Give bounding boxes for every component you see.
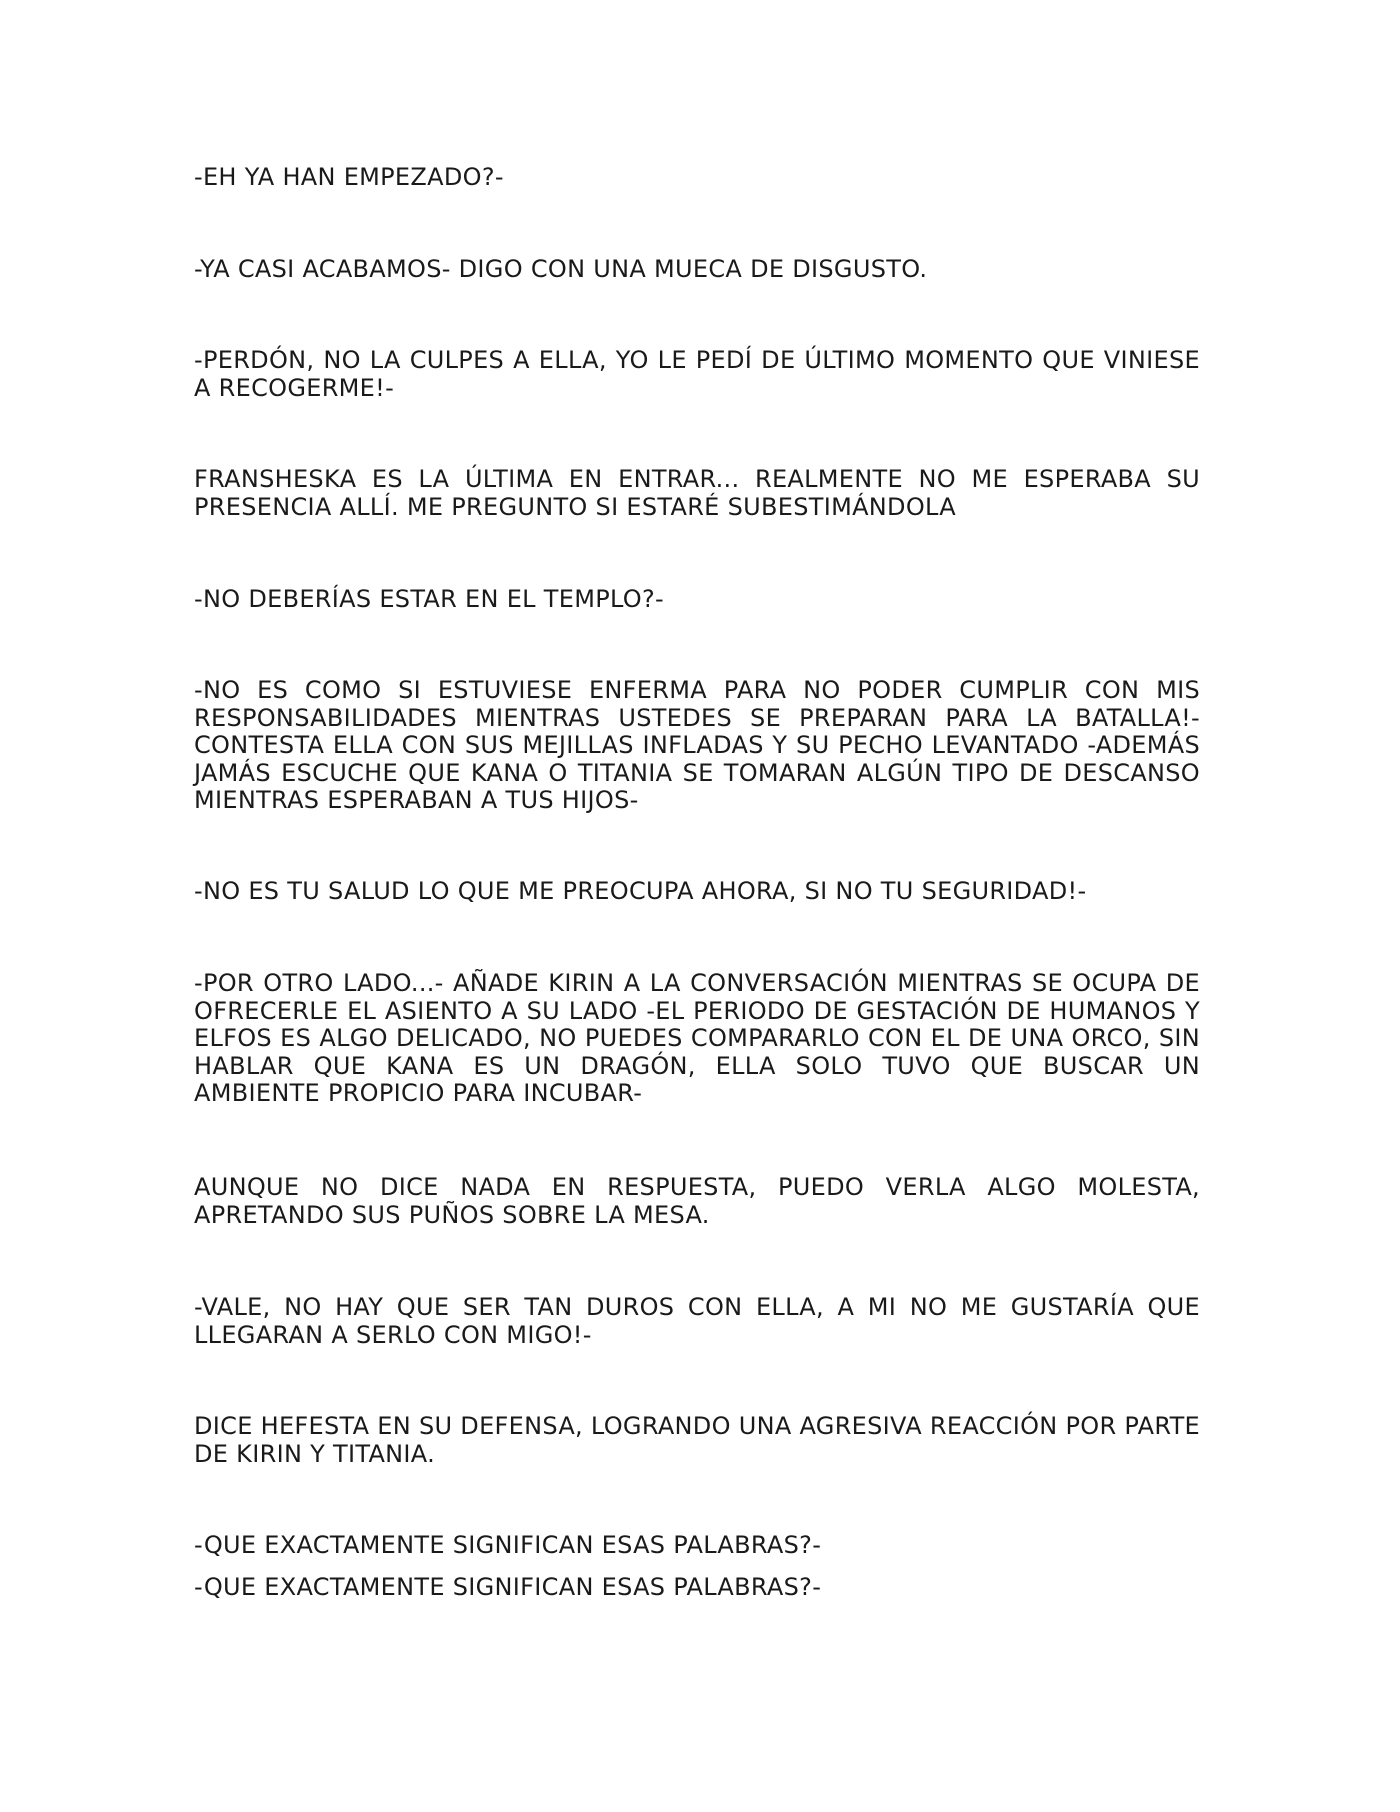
paragraph-12: -QUE EXACTAMENTE SIGNIFICAN ESAS PALABRAS?- xyxy=(194,1531,822,1559)
paragraph-11: DICE HEFESTA EN SU DEFENSA, LOGRANDO UNA AGRESIVA REACCIÓN POR PARTE DE KIRIN Y TITANIA. xyxy=(194,1412,1200,1468)
paragraph-9: AUNQUE NO DICE NADA EN RESPUESTA, PUEDO VERLA ALGO MOLESTA, APRETANDO SUS PUÑOS SOBRE LA MESA. xyxy=(194,1173,1200,1229)
paragraph-4: FRANSHESKA ES LA ÚLTIMA EN ENTRAR... REALMENTE NO ME ESPERABA SU PRESENCIA ALLÍ. ME PREGUNTO SI ESTARÉ SUBESTIMÁNDOLA xyxy=(194,465,1200,521)
paragraph-5: -NO DEBERÍAS ESTAR EN EL TEMPLO?- xyxy=(194,585,664,613)
paragraph-1: -EH YA HAN EMPEZADO?- xyxy=(194,163,504,191)
paragraph-3: -PERDÓN, NO LA CULPES A ELLA, YO LE PEDÍ DE ÚLTIMO MOMENTO QUE VINIESE A RECOGERME!- xyxy=(194,346,1200,402)
paragraph-6: -NO ES COMO SI ESTUVIESE ENFERMA PARA NO PODER CUMPLIR CON MIS RESPONSABILIDADES MIENTRAS USTEDES SE PREPARAN PARA LA BATALLA!- CONTESTA ELLA CON SUS MEJILLAS INFLADAS Y SU PECHO LEVANTADO -ADEMÁS JAMÁS ESCUCHE QUE KANA O TITANIA SE TOMARAN ALGÚN TIPO DE DESCANSO MIENTRAS ESPERABAN A TUS HIJOS- xyxy=(194,676,1200,814)
paragraph-10: -VALE, NO HAY QUE SER TAN DUROS CON ELLA, A MI NO ME GUSTARÍA QUE LLEGARAN A SERLO CON MIGO!- xyxy=(194,1293,1200,1349)
paragraph-8: -POR OTRO LADO...- AÑADE KIRIN A LA CONVERSACIÓN MIENTRAS SE OCUPA DE OFRECERLE EL ASIENTO A SU LADO -EL PERIODO DE GESTACIÓN DE HUMANOS Y ELFOS ES ALGO DELICADO, NO PUEDES COMPARARLO CON EL DE UNA ORCO, SIN HABLAR QUE KANA ES UN DRAGÓN, ELLA SOLO TUVO QUE BUSCAR UN AMBIENTE PROPICIO PARA INCUBAR- xyxy=(194,969,1200,1107)
paragraph-2: -YA CASI ACABAMOS- DIGO CON UNA MUECA DE DISGUSTO. xyxy=(194,255,928,283)
paragraph-13: -QUE EXACTAMENTE SIGNIFICAN ESAS PALABRAS?- xyxy=(194,1573,822,1601)
paragraph-7: -NO ES TU SALUD LO QUE ME PREOCUPA AHORA, SI NO TU SEGURIDAD!- xyxy=(194,877,1087,905)
